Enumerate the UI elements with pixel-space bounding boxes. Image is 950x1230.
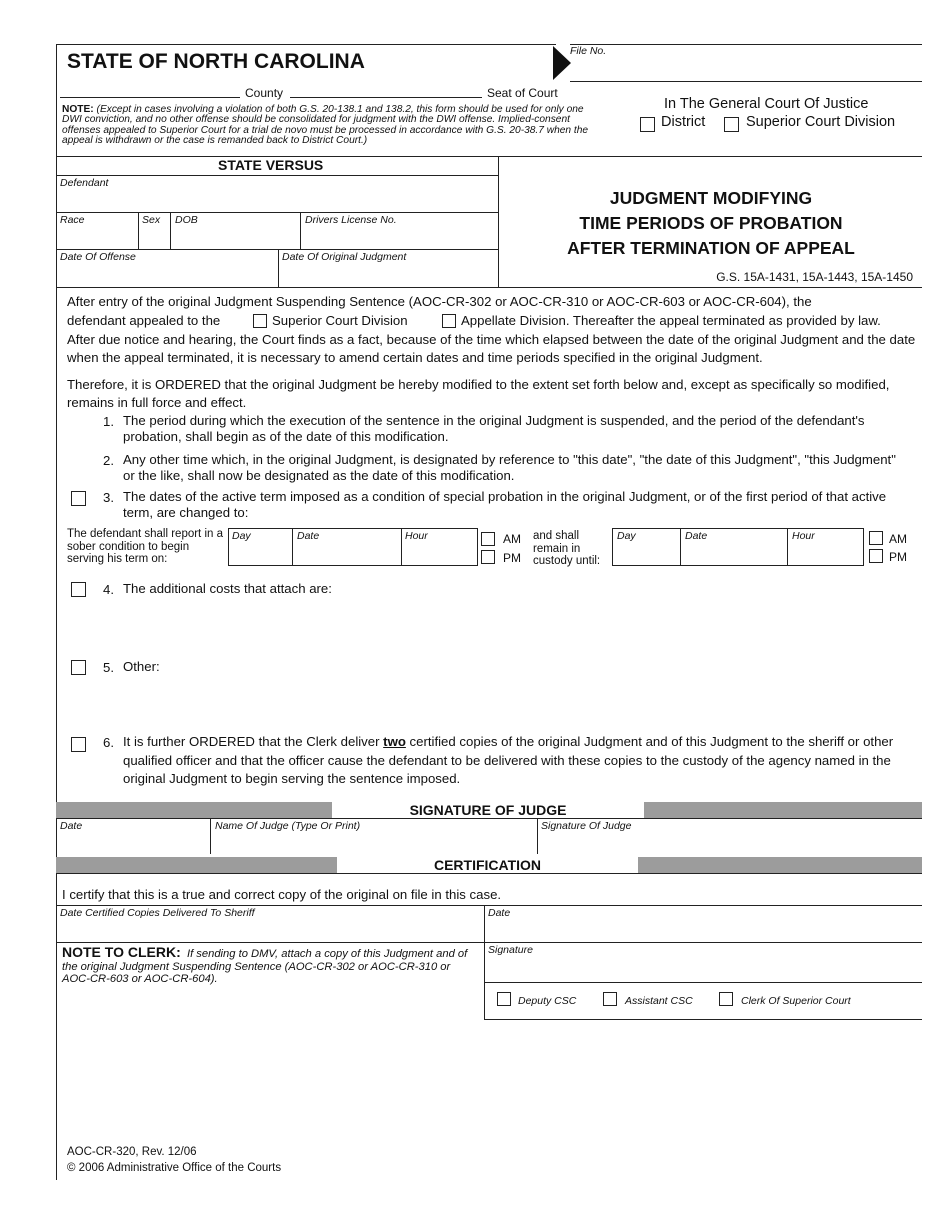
sex-label: Sex [142,214,161,226]
item5: Other: [123,659,160,674]
p1-line-c: After due notice and hearing, the Court finds as a fact, because of the time which elapsed between the date of the original Judgment and the date when the appeal terminated, it is necessary to amend certain dates and time periods specified in the original Judgment. [67,332,916,365]
title-line-2: TIME PERIODS OF PROBATION [579,213,843,233]
seat-field[interactable] [290,97,482,98]
cert-col-sep [484,905,485,1020]
license-label: Drivers License No. [305,214,397,226]
custody-date-sep [787,528,788,566]
custody-pm-checkbox[interactable] [869,549,883,563]
race-label: Race [60,214,85,226]
report-box [228,528,478,566]
p1-line-a: After entry of the original Judgment Suspending Sentence (AOC-CR-302 or AOC-CR-310 or AOC-CR-603 or AOC-CR-604), the [67,294,812,309]
seat-label: Seat of Court [487,86,558,100]
certification-heading: CERTIFICATION [337,857,638,873]
cert-line-1 [56,905,922,906]
report-text: The defendant shall report in a sober condition to begin serving his term on: [67,528,223,565]
court-title: In The General Court Of Justice [664,96,869,112]
custody-am-checkbox[interactable] [869,531,883,545]
custody-day-label[interactable]: Day [617,530,636,542]
form-title [500,186,922,261]
sig-name-label: Name Of Judge (Type Or Print) [215,820,361,832]
item6 [123,733,918,789]
custody-am-label: AM [889,532,907,546]
item6-two: two [383,734,406,749]
p2: Therefore, it is ORDERED that the original Judgment be hereby modified to the extent set forth below and, except as specifically so modified, remains in full force and effect. [67,377,890,410]
case-line-1 [56,175,498,176]
left-border [56,44,57,1180]
item3-checkbox[interactable] [71,491,86,506]
note-text: (Except in cases involving a violation of both G.S. 20-138.1 and 138.2, this form should be used for only one DWI conviction, and no other offense should be consolidated for judgment with the DWI offense. Implied-consent offenses appealed to Superior Court for a trial de novo must be processed in accordance with G.S. 20-38.7 when the appeal is withdrawn or the case is remanded back to District Court.) [62,104,589,147]
cert-signature-label: Signature [488,944,533,956]
report-am-label: AM [503,532,521,546]
signature-bar-bottom [56,818,922,819]
note-bold: NOTE: [62,104,94,115]
dob-sep [300,212,301,249]
item3-num: 3. [103,490,114,505]
copyright: © 2006 Administrative Office of the Courts [67,1162,282,1174]
case-line-3 [56,249,498,250]
district-checkbox[interactable] [640,117,655,132]
item3: The dates of the active term imposed as a condition of special probation in the original Judgment, or of the first period of that active term, are changed to: [123,489,887,520]
cert-date-label: Date [488,907,511,919]
county-field[interactable] [60,97,240,98]
item5-checkbox[interactable] [71,660,86,675]
assistant-checkbox[interactable] [603,992,617,1006]
sig-sep-1 [210,818,211,854]
orig-judgment-label: Date Of Original Judgment [282,251,407,263]
item4-checkbox[interactable] [71,582,86,597]
item4: The additional costs that attach are: [123,581,332,596]
clerk-checkbox[interactable] [719,992,733,1006]
custody-pm-label: PM [889,550,907,564]
custody-box [612,528,864,566]
custody-hour-label[interactable]: Hour [792,530,815,542]
report-pm-label: PM [503,551,521,565]
p1-line-b: defendant appealed to the [67,313,221,328]
custody-date-label[interactable]: Date [685,530,708,542]
cert-line-3 [484,982,922,983]
title-divider [56,287,922,288]
superior-label: Superior Court Division [746,114,896,130]
sex-sep [170,212,171,249]
cert-line-2 [56,942,922,943]
item2: Any other time which, in the original Judgment, is designated by reference to "this date", "the date of this Judgment", "this Judgment" or the like, shall now be designated as the date of this modification. [123,452,896,483]
file-no-label: File No. [570,45,607,57]
signature-heading: SIGNATURE OF JUDGE [332,802,644,818]
defendant-label: Defendant [60,177,109,189]
sig-sep-2 [537,818,538,854]
sig-date-label: Date [60,820,83,832]
county-label: County [245,86,284,100]
title-line-3: AFTER TERMINATION OF APPEAL [567,238,855,258]
deputy-label: Deputy CSC [518,995,577,1007]
cert-line-4 [484,1019,922,1020]
dwi-note [62,105,592,147]
district-label: District [661,114,706,130]
file-no-line[interactable] [570,81,922,82]
top-border-right [570,44,922,45]
statutes: G.S. 15A-1431, 15A-1443, 15A-1450 [716,270,913,284]
sig-judge-label: Signature Of Judge [541,820,632,832]
case-box-right [498,156,499,287]
deputy-checkbox[interactable] [497,992,511,1006]
appellate-checkbox[interactable] [442,314,456,328]
report-day-label[interactable]: Day [232,530,251,542]
remain-text: and shall remain in custody until: [533,530,601,567]
item1: The period during which the execution of the sentence in the original Judgment is suspended, and the period of the defendant's probation, shall begin as of the date of this modification. [123,413,865,444]
file-arrow-icon [553,46,571,80]
assistant-label: Assistant CSC [625,995,693,1007]
superior-checkbox[interactable] [724,117,739,132]
form-number: AOC-CR-320, Rev. 12/06 [67,1146,197,1158]
superior-appeal-checkbox[interactable] [253,314,267,328]
offense-date-label: Date Of Offense [60,251,136,263]
note-to-clerk [62,946,480,986]
offense-sep [278,249,279,287]
report-pm-checkbox[interactable] [481,550,495,564]
item6-num: 6. [103,735,114,750]
report-date-sep [401,528,402,566]
state-title: STATE OF NORTH CAROLINA [67,50,365,73]
item4-num: 4. [103,582,114,597]
cert-statement: I certify that this is a true and correct copy of the original on file in this case. [62,887,502,902]
report-day-sep [292,528,293,566]
race-sep [138,212,139,249]
item1-num: 1. [103,414,114,429]
item6-checkbox[interactable] [71,737,86,752]
note-to-clerk-bold: NOTE TO CLERK: [62,944,181,960]
delivered-label: Date Certified Copies Delivered To Sheriff [60,907,255,919]
item6-text-b: certified copies of the original Judgment and of this Judgment to the sheriff or other qualified officer and that the officer cause the defendant to be delivered with these copies to the custody of the agency named in the original Judgment to begin serving the sentence imposed. [123,734,894,786]
top-border [56,44,556,45]
state-versus-heading: STATE VERSUS [218,157,324,173]
clerk-label: Clerk Of Superior Court [741,995,851,1007]
report-date-label[interactable]: Date [297,530,320,542]
certification-bar-bottom [56,873,922,874]
title-line-1: JUDGMENT MODIFYING [609,188,813,208]
p1-appellate: Appellate Division. Thereafter the appeal terminated as provided by law. [461,313,881,328]
item5-num: 5. [103,660,114,675]
report-am-checkbox[interactable] [481,532,495,546]
custody-day-sep [680,528,681,566]
p1-superior: Superior Court Division [272,313,408,328]
note-to-clerk-text: If sending to DMV, attach a copy of this Judgment and of the original Judgment Suspending Sentence (AOC-CR-302 or AOC-CR-310 or AOC-CR-603 or AOC-CR-604). [62,948,468,985]
header-divider [56,156,922,157]
defendant-field[interactable] [56,212,498,213]
item2-num: 2. [103,453,114,468]
item6-text-a: It is further ORDERED that the Clerk deliver [123,734,384,749]
dob-label: DOB [175,214,198,226]
report-hour-label[interactable]: Hour [405,530,428,542]
